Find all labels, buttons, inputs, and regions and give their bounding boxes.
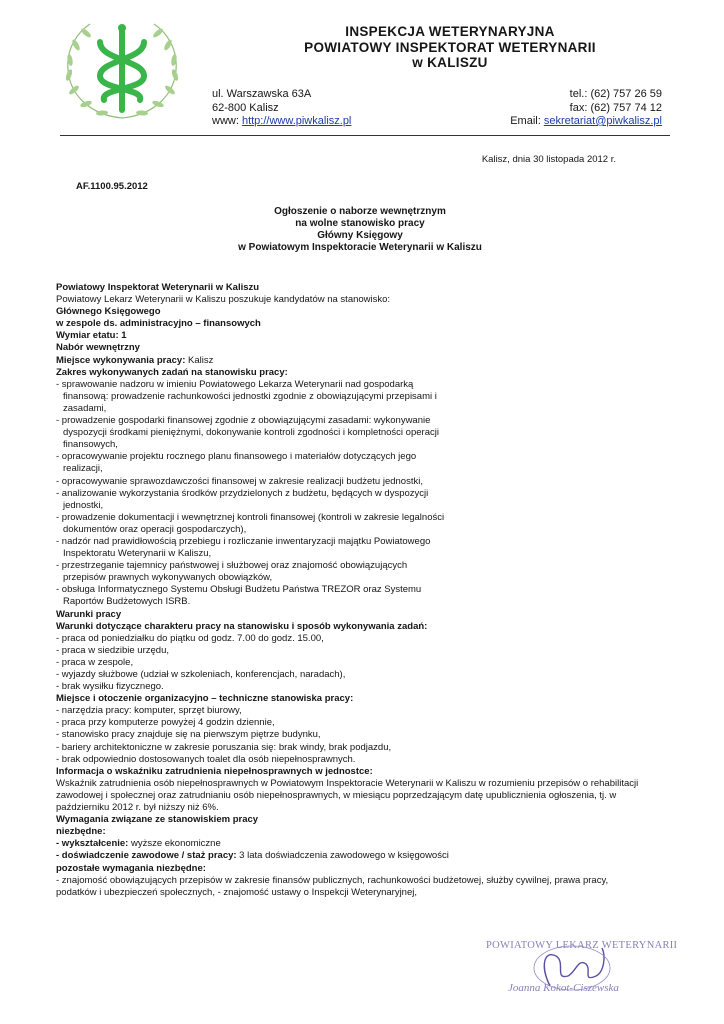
body-line-text: Zakres wykonywanych zadań na stanowisku pracy: — [56, 366, 288, 378]
body-line-text: Wymiar etatu: 1 — [56, 330, 127, 342]
body-line-text: pozostałe wymagania niezbędne: — [56, 862, 206, 874]
website-line — [212, 115, 351, 129]
body-line — [56, 330, 666, 342]
body-line-text: Warunki dotyczące charakteru pracy na stanowisku i sposób wykonywania zadań: — [56, 620, 428, 632]
body-line-text: przepisów prawnych wykonywanych obowiązków, — [63, 572, 273, 584]
body-line — [56, 609, 666, 621]
header-divider — [60, 135, 670, 136]
body-line — [56, 536, 666, 548]
notice-title — [180, 206, 540, 254]
notice-title-line-2: na wolne stanowisko pracy — [295, 218, 425, 229]
body-line-text: jednostki, — [63, 499, 104, 511]
body-line — [56, 355, 666, 367]
announcement-body — [56, 282, 666, 899]
handwritten-signature-icon — [480, 936, 680, 1014]
notice-title-line-4: w Powiatowym Inspektoracie Weterynarii w Kaliszu — [238, 242, 482, 253]
body-line-text: - opracowywanie sprawozdawczości finansowej w zakresie realizacji budżetu jednostki, — [56, 475, 423, 487]
body-line-text: - narzędzia pracy: komputer, sprzęt biurowy, — [56, 705, 242, 717]
body-line-value: Kalisz — [185, 354, 214, 366]
body-line — [56, 814, 666, 826]
body-line — [56, 512, 666, 524]
body-line — [56, 294, 666, 306]
body-line-text: realizacji, — [63, 463, 103, 475]
body-line-text: Wskaźnik zatrudnienia osób niepełnosprawnych w Powiatowym Inspektoracie Weterynarii w Kaliszu w rozumieniu przepisów o rehabilitacji — [56, 777, 639, 789]
body-line — [56, 717, 666, 729]
body-line-text: - praca przy komputerze powyżej 4 godzin dziennie, — [56, 717, 275, 729]
body-line-text: - przestrzeganie tajemnicy państwowej i służbowej oraz znajomość obowiązujących — [56, 560, 408, 572]
body-line-text: - bariery architektoniczne w zakresie poruszania się: brak windy, brak podjazdu, — [56, 741, 392, 753]
body-line-text: - wyjazdy służbowe (udział w szkoleniach, konferencjach, naradach), — [56, 669, 346, 680]
address-block — [212, 88, 351, 129]
body-line-text: niezbędne: — [56, 826, 106, 838]
body-line-text: październiku 2012 r. był niższy niż 6%. — [56, 802, 219, 814]
body-line-text: - praca w zespole, — [56, 656, 134, 668]
body-line-text: Wymagania związane ze stanowiskiem pracy — [56, 814, 259, 826]
body-line-text: Głównego Księgowego — [56, 306, 161, 318]
body-line-text: Powiatowy Inspektorat Weterynarii w Kaliszu — [56, 282, 260, 293]
body-line-text: - praca od poniedziałku do piątku od godz. 7.00 do godz. 15.00, — [56, 632, 324, 644]
body-line-text: Miejsce i otoczenie organizacyjno – techniczne stanowiska pracy: — [56, 693, 354, 705]
body-line-value: 3 lata doświadczenia zawodowego w księgowości — [236, 850, 449, 862]
notice-title-line-1: Ogłoszenie o naborze wewnętrznym — [274, 206, 446, 217]
body-line-text: Informacja o wskaźniku zatrudnienia niepełnosprawnych w jednostce: — [56, 765, 373, 777]
body-line — [56, 415, 666, 427]
body-line-text: - opracowywanie projektu rocznego planu finansowego i materiałów dotyczących jego — [56, 451, 417, 463]
body-line — [56, 560, 666, 572]
contact-block — [510, 88, 662, 129]
body-line — [56, 693, 666, 705]
body-line — [56, 463, 666, 475]
body-line — [56, 572, 666, 584]
body-line — [56, 596, 666, 608]
body-line — [56, 657, 666, 669]
body-line-text: Raportów Budżetowych ISRB. — [63, 596, 191, 608]
body-line-value: wyższe ekonomiczne — [128, 838, 221, 850]
body-line-text: zawodowej i społecznej oraz zatrudnianiu osób niepełnosprawnych, w miesiącu poprzedzającym datę upublicznienia ogłoszenia, tj. w — [56, 789, 617, 801]
street-address: ul. Warszawska 63A — [212, 88, 312, 100]
body-line-text: - brak wysiłku fizycznego. — [56, 681, 164, 693]
body-line — [56, 766, 666, 778]
body-line — [56, 500, 666, 512]
body-line — [56, 379, 666, 391]
body-line — [56, 729, 666, 741]
reference-number: AF.1100.95.2012 — [76, 181, 148, 192]
body-line — [56, 742, 666, 754]
institution-title-line-3: w KALISZU — [412, 55, 488, 70]
website-link[interactable]: http://www.piwkalisz.pl — [241, 115, 352, 127]
body-line-text: - znajomość obowiązujących przepisów w zakresie finansów publicznych, rachunkowości budżetowej, służby cywilnej, prawa pracy, — [56, 874, 609, 886]
body-line — [56, 306, 666, 318]
body-line — [56, 439, 666, 451]
body-line — [56, 669, 666, 681]
body-line — [56, 633, 666, 645]
body-line — [56, 887, 666, 899]
body-line — [56, 488, 666, 500]
body-line-text: - wykształcenie: — [56, 838, 129, 850]
body-line — [56, 367, 666, 379]
body-line-text: Inspektoratu Weterynarii w Kaliszu, — [63, 548, 212, 560]
email-line — [510, 115, 662, 129]
body-line-text: - doświadczenie zawodowe / staż pracy: — [56, 850, 237, 862]
body-line — [56, 778, 666, 790]
notice-title-line-3: Główny Księgowy — [317, 230, 403, 241]
body-line — [56, 790, 666, 802]
body-line — [56, 282, 666, 294]
body-line-text: Powiatowy Lekarz Weterynarii w Kaliszu poszukuje kandydatów na stanowisko: — [56, 294, 391, 306]
stamp-name-text: Joanna Kokot-Ciszewska — [508, 982, 619, 994]
body-line-text: Nabór wewnętrzny — [56, 342, 140, 354]
body-line — [56, 645, 666, 657]
body-line-text: Warunki pracy — [56, 608, 122, 620]
body-line — [56, 826, 666, 838]
postal-city: 62-800 Kalisz — [212, 101, 279, 114]
body-line — [56, 403, 666, 415]
body-line — [56, 681, 666, 693]
body-line — [56, 863, 666, 875]
body-line — [56, 838, 666, 850]
official-stamp — [480, 936, 680, 1014]
fax: fax: (62) 757 74 12 — [569, 101, 662, 114]
veterinary-inspection-logo-icon — [60, 20, 184, 122]
body-line — [56, 318, 666, 330]
body-line-text: zasadami, — [63, 402, 107, 414]
body-line-text: - prowadzenie dokumentacji i wewnętrznej kontroli finansowej (kontroli w zakresie legalności — [56, 511, 445, 523]
body-line-text: finansowych, — [63, 439, 118, 451]
email-label: Email: — [510, 115, 541, 127]
body-line — [56, 427, 666, 439]
body-line — [56, 850, 666, 862]
body-line — [56, 476, 666, 488]
telephone: tel.: (62) 757 26 59 — [569, 88, 662, 100]
body-line — [56, 391, 666, 403]
body-line — [56, 548, 666, 560]
body-line-text: - stanowisko pracy znajduje się na pierwszym piętrze budynku, — [56, 729, 321, 741]
body-line-text: - obsługa Informatycznego Systemu Obsługi Budżetu Państwa TREZOR oraz Systemu — [56, 584, 422, 596]
body-line — [56, 875, 666, 887]
body-line — [56, 705, 666, 717]
body-line — [56, 342, 666, 354]
body-line — [56, 584, 666, 596]
email-link[interactable]: sekretariat@piwkalisz.pl — [543, 115, 662, 127]
body-line-text: - brak odpowiednio dostosowanych toalet dla osób niepełnosprawnych. — [56, 753, 356, 765]
body-line — [56, 802, 666, 814]
body-line-text: Miejsce wykonywania pracy: — [56, 354, 186, 366]
institution-title-line-2: POWIATOWY INSPEKTORAT WETERYNARII — [304, 39, 596, 55]
body-line — [56, 754, 666, 766]
body-line — [56, 451, 666, 463]
body-line-text: dyspozycji środkami pieniężnymi, dokonywanie kontroli zgodności i kompletności operacji — [63, 427, 439, 439]
body-line-text: - analizowanie wykorzystania środków przydzielonych z budżetu, będących w dyspozycji — [56, 487, 429, 499]
body-line-text: podatków i ubezpieczeń społecznych, - znajomość ustawy o Inspekcji Weterynaryjnej, — [56, 886, 417, 898]
stamp-office-text: POWIATOWY LEKARZ WETERYNARII — [486, 940, 678, 951]
body-line-text: - praca w siedzibie urzędu, — [56, 644, 169, 656]
website-label: www: — [212, 115, 239, 127]
document-date: Kalisz, dnia 30 listopada 2012 r. — [481, 154, 616, 165]
body-line-text: - prowadzenie gospodarki finansowej zgodnie z obowiązującymi zasadami: wykonywanie — [56, 415, 431, 427]
institution-title — [230, 24, 670, 71]
body-line-text: w zespole ds. administracyjno – finansowych — [56, 318, 261, 330]
body-line — [56, 621, 666, 633]
body-line — [56, 524, 666, 536]
body-line-text: finansową: prowadzenie rachunkowości jednostki zgodnie z obowiązującymi przepisami i — [63, 390, 437, 402]
body-line-text: dokumentów oraz operacji gospodarczych), — [63, 523, 247, 535]
body-line-text: - nadzór nad prawidłowością przebiegu i rozliczanie inwentaryzacji majątku Powiatowego — [56, 535, 431, 547]
body-line-text: - sprawowanie nadzoru w imieniu Powiatowego Lekarza Weterynarii nad gospodarką — [56, 378, 414, 390]
institution-title-line-1: INSPEKCJA WETERYNARYJNA — [345, 24, 555, 39]
